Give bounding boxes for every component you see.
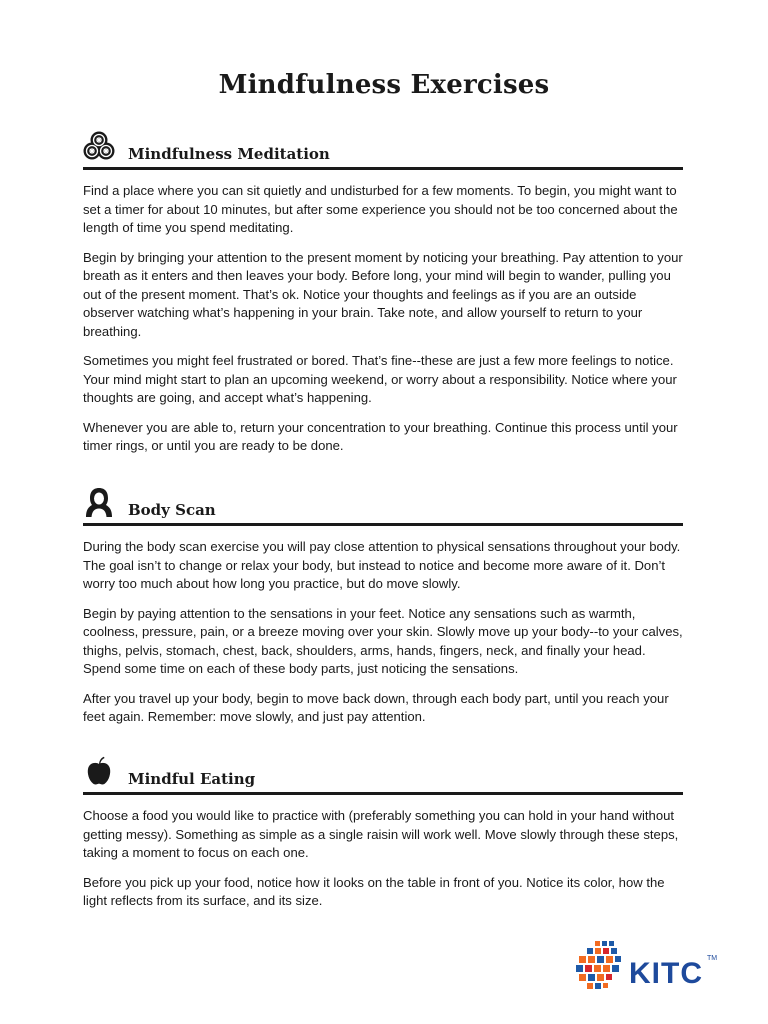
section-header [83,752,683,795]
paragraph: Before you pick up your food, notice how it looks on the table in front of you. Notice its color, how the light reflects from its surface, and its size. [83,874,665,908]
logo-mark [576,941,621,989]
logo-trademark: TM [707,955,718,962]
section-heading: Mindfulness Meditation [128,145,330,163]
page-title: Mindfulness Exercises [218,70,550,100]
apple-icon [83,755,115,787]
section-mindful-eating [83,752,683,911]
paragraph: Find a place where you can sit quietly and undisturbed for a few moments. To begin, you might want to set a timer for about 10 minutes, but after some experience you should not be too concerned about the length of time you spend meditating. [83,183,678,235]
person-icon [83,486,115,518]
paragraph: After you travel up your body, begin to move back down, through each body part, until you reach your feet again. Remember: move slowly, and just pay attention. [83,690,669,724]
section-header [83,483,683,526]
paragraph: Begin by bringing your attention to the present moment by noticing your breathing. Pay attention to your breath as it enters and then leaves your body. Before long, your mind will begin to wander, pulling you out of the present moment. That’s ok. Notice your thoughts and feelings as if you are an outside observer watching what’s happening in your brain. Take note, and allow yourself to return to your breathing. [83,249,683,339]
section-body-scan [83,483,683,727]
meditation-icon [83,130,115,162]
paragraph: Begin by paying attention to the sensations in your feet. Notice any sensations such as warmth, coolness, pressure, pain, or a breeze moving over your skin. Slowly move up your body--to your calves, thighs, pelvis, stomach, chest, back, shoulders, arms, hands, fingers, neck, and finally your head. Spend some time on each of these body parts, just noticing the sensations. [83,605,683,676]
section-heading: Body Scan [128,501,216,519]
paragraph: Sometimes you might feel frustrated or bored. That’s fine--these are just a few more feelings to notice. Your mind might start to plan an upcoming weekend, or worry about a responsibility. Notice where your thoughts are going, and accept what’s happening. [83,353,677,405]
section-header [83,127,683,170]
section-mindfulness-meditation [83,127,683,456]
kitc-logo [573,938,723,994]
paragraph: Whenever you are able to, return your concentration to your breathing. Continue this process until your timer rings, or until you are ready to be done. [83,419,678,453]
paragraph: Choose a food you would like to practice with (preferably something you can hold in your hand without getting messy). Something as simple as a single raisin will work well. Move slowly through these steps, taking a moment to focus on each one. [83,808,679,860]
section-heading: Mindful Eating [128,770,256,788]
logo-text: KITC [629,957,703,990]
paragraph: During the body scan exercise you will pay close attention to physical sensations throughout your body. The goal isn’t to change or relax your body, but instead to notice and become more aware of it. Don’t worry too much about how long you practice, but do move slowly. [83,539,681,591]
